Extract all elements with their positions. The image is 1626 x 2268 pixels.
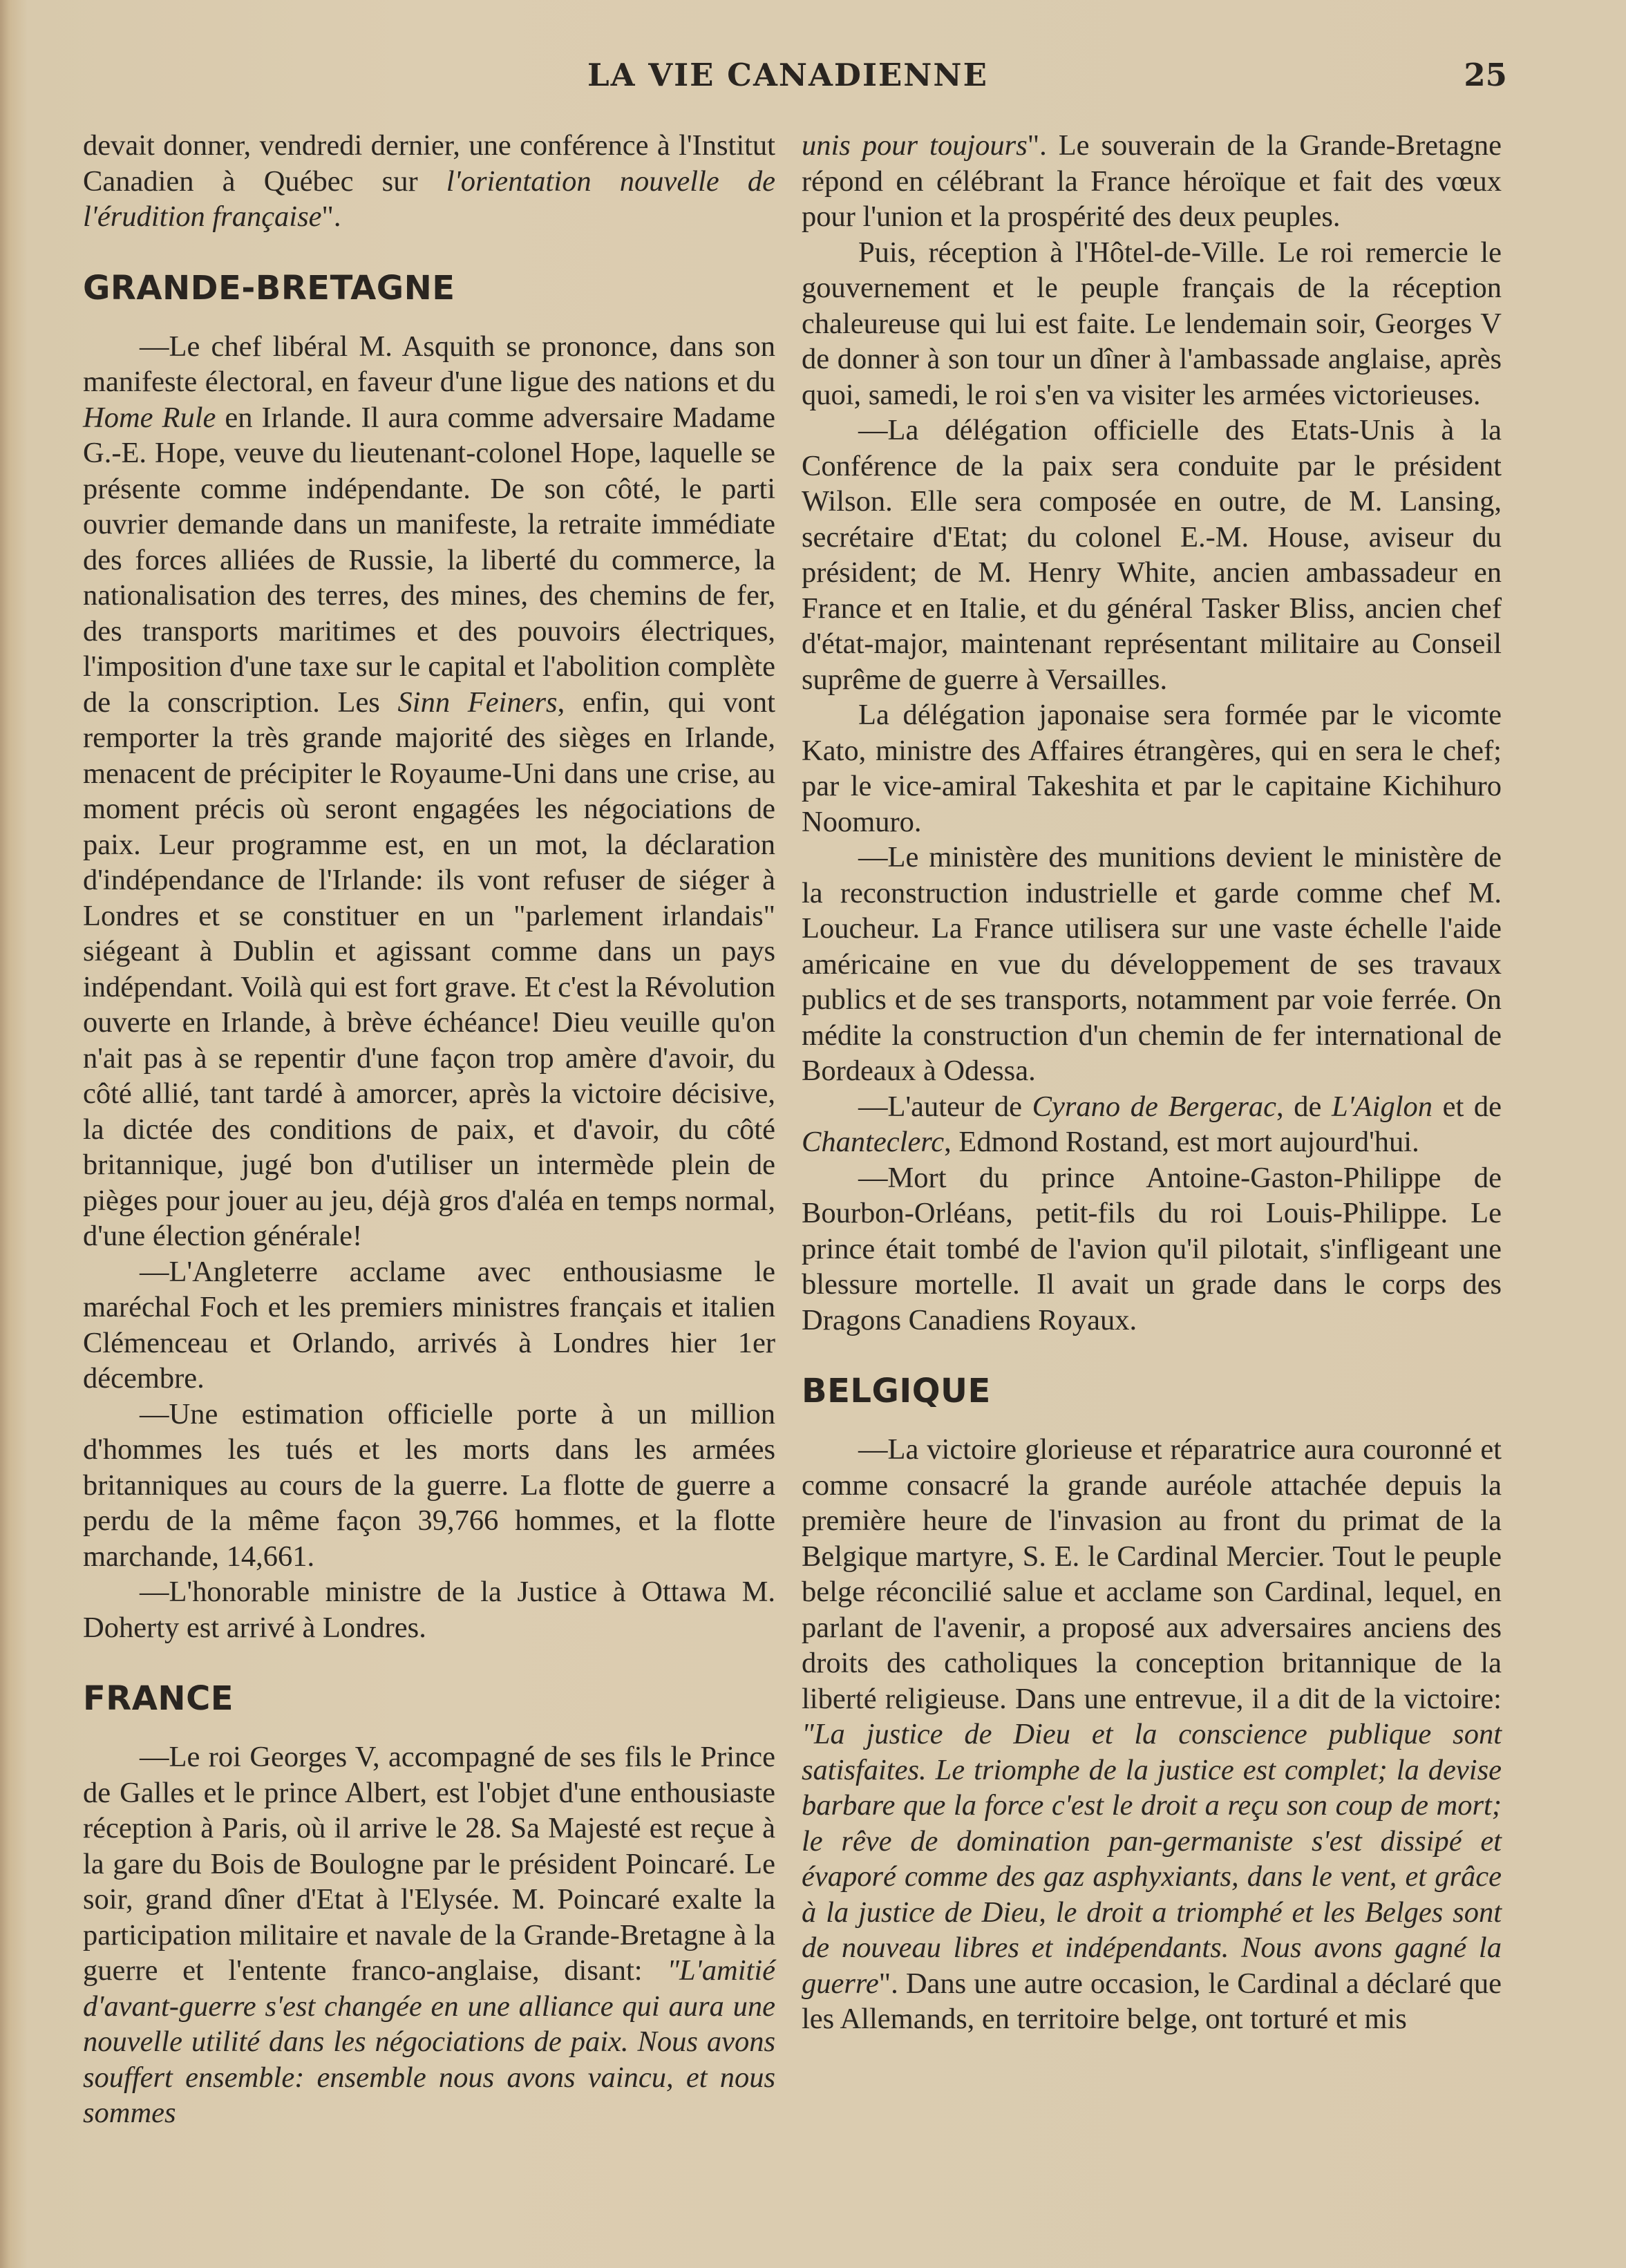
- paragraph-delegation-usa: —La délégation officielle des Etats-Unis à la Conférence de la paix sera conduite par le président Wilson. Elle sera composée en outre, de M. Lansing, secrétaire d'Etat; du colonel E.-M. House, aviseur du président; de M. Henry White, ancien ambassadeur en France et en Italie, et du général Tasker Bliss, ancien chef d'état-major, maintenant représentant militaire au Conseil suprême de guerre à Versailles.: [802, 414, 1502, 696]
- right-column: [802, 128, 1502, 2037]
- paragraph-rostand: —L'auteur de Cyrano de Bergerac, de L'Aiglon et de Chanteclerc, Edmond Rostand, est mort aujourd'hui.: [802, 1090, 1502, 1158]
- continued-paragraph: unis pour toujours". Le souverain de la Grande-Bretagne répond en célébrant la France héroïque et fait des vœux pour l'union et la prospérité des deux peuples.: [802, 129, 1502, 233]
- paragraph-asquith: —Le chef libéral M. Asquith se prononce, dans son manifeste électoral, en faveur d'une ligue des nations et du Home Rule en Irlande. Il aura comme adversaire Madame G.-E. Hope, veuve du lieutenant-colonel Hope, laquelle se présente comme indépendante. De son côté, le parti ouvrier demande dans un manifeste, la retraite immédiate des forces alliées de Russie, la liberté du commerce, la nationalisation des terres, des mines, des chemins de fer, des transports maritimes et des pouvoirs électriques, l'imposition d'une taxe sur le capital et l'abolition complète de la conscription. Les Sinn Feiners, enfin, qui vont remporter la très grande majorité des sièges en Irlande, menacent de précipiter le Royaume-Uni dans une crise, au moment précis où seront engagées les négociations de paix. Leur programme est, en un mot, la déclaration d'indépendance de l'Irlande: ils vont refuser de siéger à Londres et se constituer en un "parlement irlandais" siégeant à Dublin et agissant comme dans un pays indépendant. Voilà qui est fort grave. Et c'est la Révolution ouverte en Irlande, à brève échéance! Dieu veuille qu'on n'ait pas à se repentir d'une façon trop amère d'avoir, du côté allié, tant tardé à amorcer, après la victoire décisive, la dictée des conditions de paix, et d'avoir, du côté britannique, jugé bon d'utiliser un intermède plein de pièges pour jouer au jeu, déjà gros d'aléa en temps normal, d'une élection générale!: [83, 330, 775, 1252]
- paragraph-estimation: —Une estimation officielle porte à un million d'hommes les tués et les morts dans les armées britanniques au cours de la guerre. La flotte de guerre a perdu de la même façon 39,766 hommes, et la flotte marchande, 14,661.: [83, 1397, 775, 1573]
- heading-france: FRANCE: [83, 1679, 234, 1718]
- paragraph-hotel-de-ville: Puis, réception à l'Hôtel-de-Ville. Le roi remercie le gouvernement et le peuple français de la réception chaleureuse qui lui est faite. Le lendemain soir, Georges V de donner à son tour un dîner à l'ambassade anglaise, après quoi, samedi, le roi s'en va visiter les armées victorieuses.: [802, 236, 1502, 411]
- intro-paragraph: devait donner, vendredi dernier, une conférence à l'Institut Canadien à Québec sur l'orientation nouvelle de l'érudition française".: [83, 129, 775, 233]
- paragraph-delegation-japon: La délégation japonaise sera formée par le vicomte Kato, ministre des Affaires étrangères, qui en sera le chef; par le vice-amiral Takeshita et par le capitaine Kichihuro Noomuro.: [802, 699, 1502, 838]
- heading-belgique: BELGIQUE: [802, 1372, 991, 1410]
- heading-grande-bretagne: GRANDE-BRETAGNE: [83, 268, 455, 308]
- paragraph-doherty: —L'honorable ministre de la Justice à Ottawa M. Doherty est arrivé à Londres.: [83, 1576, 775, 1644]
- paragraph-foch: —L'Angleterre acclame avec enthousiasme le maréchal Foch et les premiers ministres français et italien Clémenceau et Orlando, arrivés à Londres hier 1er décembre.: [83, 1255, 775, 1395]
- paragraph-georges-v: —Le roi Georges V, accompagné de ses fils le Prince de Galles et le prince Albert, est l'objet d'une enthousiaste réception à Paris, où il arrive le 28. Sa Majesté est reçue à la gare du Bois de Boulogne par le président Poincaré. Le soir, grand dîner d'Etat à l'Elysée. M. Poincaré exalte la participation militaire et navale de la Grande-Bretagne à la guerre et l'entente franco-anglaise, disant: "L'amitié d'avant-guerre s'est changée en une alliance qui aura une nouvelle utilité dans les négociations de paix. Nous avons souffert ensemble: ensemble nous avons vaincu, et nous sommes: [83, 1741, 775, 2129]
- paragraph-munitions: —Le ministère des munitions devient le ministère de la reconstruction industrielle et garde comme chef M. Loucheur. La France utilisera sur une vaste échelle l'aide américaine en vue du développement de ses travaux publics et de ses transports, notamment par voie ferrée. On médite la construction d'un chemin de fer international de Bordeaux à Odessa.: [802, 841, 1502, 1087]
- page-number: 25: [1464, 57, 1507, 93]
- paragraph-cardinal-mercier: —La victoire glorieuse et réparatrice aura couronné et comme consacré la grande auréole attachée depuis la première heure de l'invasion au front du primat de la Belgique martyre, S. E. le Cardinal Mercier. Tout le peuple belge réconcilié salue et acclame son Cardinal, lequel, en parlant de l'avenir, a proposé aux adversaires anciens des droits des catholiques la conception britannique de la liberté religieuse. Dans une entrevue, il a dit de la victoire: "La justice de Dieu et la conscience publique sont satisfaites. Le triomphe de la justice est complet; la devise barbare que la force c'est le droit a reçu son coup de mort; le rêve de domination pan-germaniste s'est dissipé et évaporé comme des gaz asphyxiants, dans le vent, et grâce à la justice de Dieu, le droit a triomphé et les Belges sont de nouveau libres et indépendants. Nous avons gagné la guerre". Dans une autre occasion, le Cardinal a déclaré que les Allemands, en territoire belge, ont torturé et mis: [802, 1433, 1502, 2035]
- left-column: [83, 128, 775, 2131]
- running-title: LA VIE CANADIENNE: [587, 57, 988, 93]
- page-header: [0, 57, 1626, 105]
- paragraph-prince: —Mort du prince Antoine-Gaston-Philippe de Bourbon-Orléans, petit-fils du roi Louis-Philippe. Le prince était tombé de l'avion qu'il pilotait, s'infligeant une blessure mortelle. Il avait un grade dans le corps des Dragons Canadiens Royaux.: [802, 1161, 1502, 1336]
